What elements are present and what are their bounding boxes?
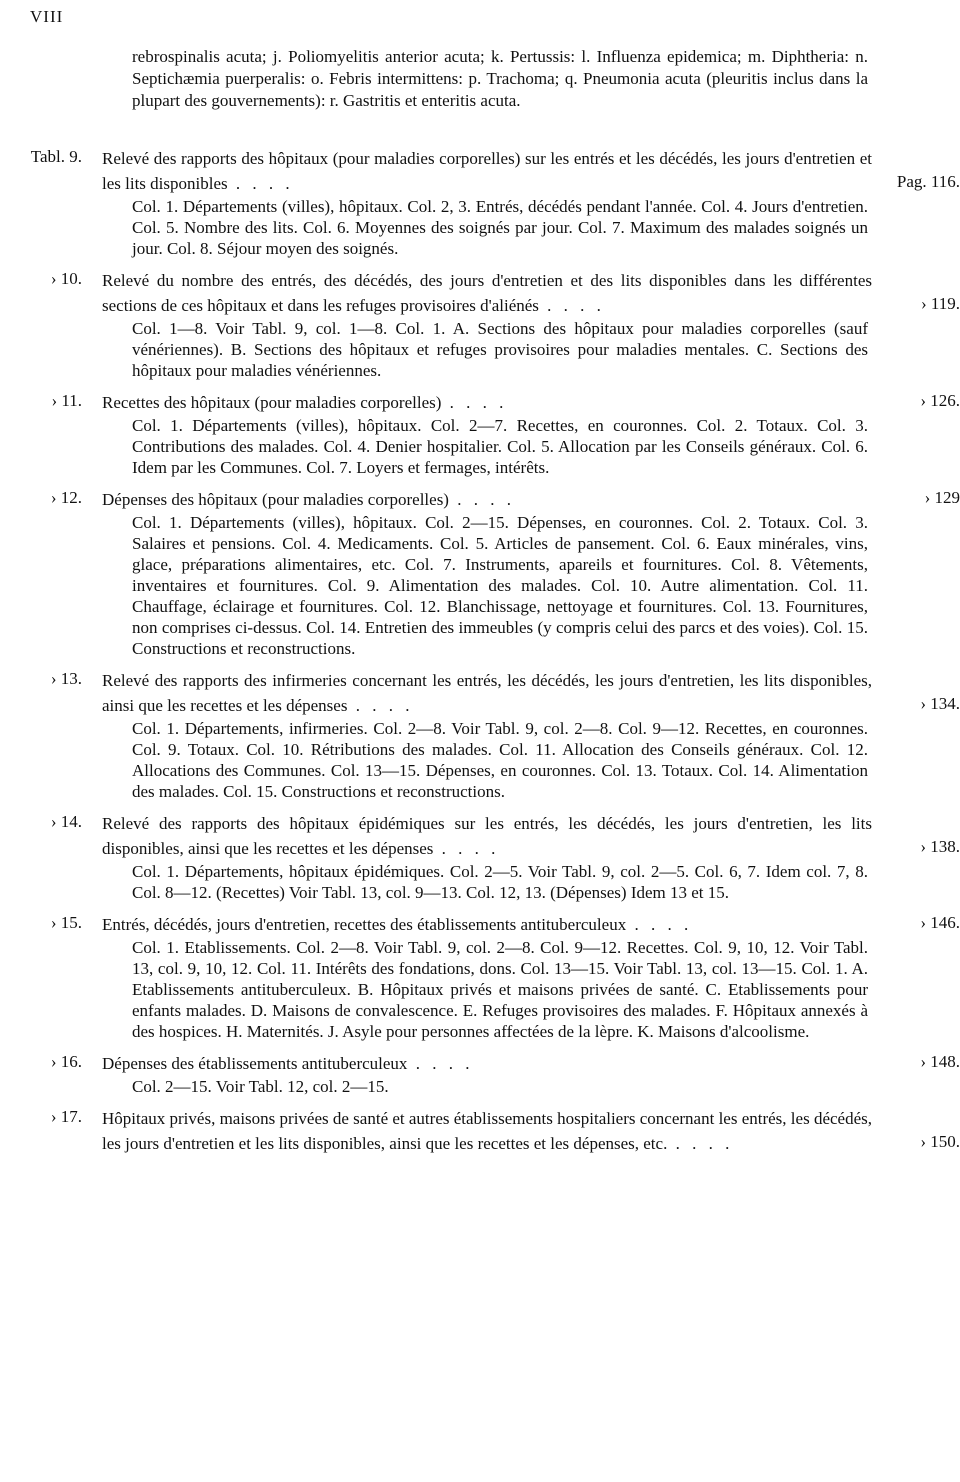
column-description: Col. 1. Départements (villes), hôpitaux. Col. 2, 3. Entrés, décédés pendant l'année. Col. 4. Jours d'entretien. Col. 5. Nombre des lits. Col. 6. Moyennes des soignés par jour. Col. 7. Maximum des malades soignés un jour. Col. 8. Séjour moyen des soignés. [132, 197, 868, 258]
column-description: Col. 1. Départements (villes), hôpitaux. Col. 2—7. Recettes, en couronnes. Col. 2. Totaux. Col. 3. Contributions des malades. Col. 4. Denier hospitalier. Col. 5. Allocation par les Conseils généraux. Col. 6. Idem par les Communes. Col. 7. Loyers et fermages, intérêts. [132, 416, 868, 477]
page-reference: › 134. [920, 694, 960, 713]
page-reference: › 148. [920, 1052, 960, 1071]
table-entry [0, 1051, 960, 1097]
table-title [102, 912, 872, 937]
page-reference: Pag. 116. [896, 172, 960, 191]
leader-dots: . . . . [538, 296, 605, 315]
table-entry [0, 912, 960, 1042]
table-title-text: Recettes des hôpitaux (pour maladies corporelles) [102, 393, 442, 412]
table-title-text: Entrés, décédés, jours d'entretien, recettes des établissements antituberculeux [102, 915, 627, 934]
table-title [102, 268, 872, 318]
page-reference: › 119. [920, 294, 960, 313]
table-title-text: Hôpitaux privés, maisons privées de santé et autres établissements hospitaliers concernant les entrés, les décédés, les jours d'entretien et les lits disponibles, ainsi que les recettes et les dépenses, etc. [102, 1109, 872, 1153]
leader-dots: . . . . [407, 1054, 474, 1073]
table-entry [0, 268, 960, 381]
column-description: Col. 2—15. Voir Tabl. 12, col. 2—15. [132, 1077, 389, 1096]
table-number: › 11. [51, 391, 82, 410]
table-number: › 12. [50, 488, 82, 507]
leader-dots: . . . . [626, 915, 693, 934]
table-number: › 14. [50, 812, 82, 831]
table-entry [0, 811, 960, 903]
table-list [0, 146, 960, 1165]
table-entry [0, 1106, 960, 1156]
table-title-text: Dépenses des hôpitaux (pour maladies corporelles) [102, 490, 449, 509]
page-reference: › 126. [920, 391, 960, 410]
column-description: Col. 1. Départements, infirmeries. Col. 2—8. Voir Tabl. 9, col. 2—8. Col. 9—12. Recettes, en couronnes. Col. 9. Totaux. Col. 10. Rétributions des malades. Col. 11. Allocation des Conseils généraux. Col. 12. Allocations des Communes. Col. 13—15. Dépenses, en couronnes. Col. 13. Totaux. Col. 14. Alimentation des malades. Col. 15. Constructions et reconstructions. [132, 719, 868, 801]
column-description: Col. 1. Départements (villes), hôpitaux. Col. 2—15. Dépenses, en couronnes. Col. 2. Totaux. Col. 3. Salaires et pensions. Col. 4. Medicaments. Col. 5. Articles de pansement. Col. 6. Eaux minérales, vins, glace, préparations alimentaires, etc. Col. 7. Instruments, apareils et fournitures. Col. 8. Vêtements, inventaires et fournitures. Col. 9. Alimentation des malades. Col. 10. Autre alimentation. Col. 11. Chauffage, éclairage et fournitures. Col. 12. Blanchissage, nettoyage et fournitures. Col. 13. Fournitures, non comprises ci-dessus. Col. 14. Entretien des immeubles (y compris celui des parcs et des voies). Col. 15. Constructions et reconstructions. [132, 513, 868, 658]
table-title [102, 1106, 872, 1156]
table-number: › 15. [50, 913, 82, 932]
table-number: Tabl. 9. [30, 147, 82, 166]
table-title-text: Relevé des rapports des infirmeries concernant les entrés, les décédés, les jours d'entretien, les lits disponibles, ainsi que les recettes et les dépenses [102, 671, 872, 715]
table-title [102, 811, 872, 861]
table-title [102, 668, 872, 718]
table-title-text: Dépenses des établissements antituberculeux [102, 1054, 408, 1073]
table-entry [0, 146, 960, 259]
column-description: Col. 1—8. Voir Tabl. 9, col. 1—8. Col. 1. A. Sections des hôpitaux pour maladies corporelles (sauf vénériennes). B. Sections des hôpitaux et refuges provisoires pour maladies mentales. C. Sections des hôpitaux pour maladies vénériennes. [132, 319, 868, 380]
table-title-text: Relevé des rapports des hôpitaux (pour maladies corporelles) sur les entrés et les décédés, les jours d'entretien et les lits disponibles [102, 149, 872, 193]
page-reference: › 146. [920, 913, 960, 932]
leader-dots: . . . . [448, 490, 515, 509]
page-reference: › 138. [920, 837, 960, 856]
page-reference: › 150. [920, 1132, 960, 1151]
leader-dots: . . . . [441, 393, 508, 412]
table-entry [0, 668, 960, 802]
table-title [102, 487, 872, 512]
leader-dots: . . . . [227, 174, 294, 193]
column-description: Col. 1. Départements, hôpitaux épidémiques. Col. 2—5. Voir Tabl. 9, col. 2—5. Col. 6, 7. Idem col. 7, 8. Col. 8—12. (Recettes) Voir Tabl. 13, col. 9—13. Col. 12, 13. (Dépenses) Idem 13 et 15. [132, 862, 868, 902]
column-description: Col. 1. Etablissements. Col. 2—8. Voir Tabl. 9, col. 2—8. Col. 9—12. Recettes. Col. 9, 10, 12. Voir Tabl. 13, col. 9, 10, 12. Col. 11. Intérêts des fondations, dons. Col. 13—15. Voir Tabl. 13, col. 13—15. Col. 1. A. Etablissements antituberculeux. B. Hôpitaux privés et maisons privées de santé. C. Etablissements pour enfants malades. D. Maisons de convalescence. E. Refuges provisoires des malades. F. Hôpitaux annexés à des hospices. H. Maternités. J. Asyle pour personnes affectées de la lèpre. K. Maisons d'alcoolisme. [132, 938, 868, 1041]
table-number: › 10. [50, 269, 82, 288]
leader-dots: . . . . [667, 1134, 734, 1153]
table-title-text: Relevé des rapports des hôpitaux épidémiques sur les entrés, les décédés, les jours d'entretien, les lits disponibles, ainsi que les recettes et les dépenses [102, 814, 872, 858]
table-title [102, 1051, 872, 1076]
table-entry [0, 390, 960, 478]
table-title [102, 390, 872, 415]
table-entry [0, 487, 960, 659]
table-number: › 16. [50, 1052, 82, 1071]
table-title-text: Relevé du nombre des entrés, des décédés, des jours d'entretien et des lits disponibles dans les différentes sections de ces hôpitaux et dans les refuges provisoires d'aliénés [102, 271, 872, 315]
page-reference: › 129 [924, 488, 960, 507]
intro-paragraph: rebrospinalis acuta; j. Poliomyelitis anterior acuta; k. Pertussis: l. Influenza epidemica; m. Diphtheria: n. Septichæmia puerperalis: o. Febris intermittens: p. Trachoma; q. Pneumonia acuta (pleuritis inclus dans la plupart des gouvernements): r. Gastritis et enteritis acuta. [132, 47, 868, 110]
page-number: VIII [30, 7, 64, 26]
leader-dots: . . . . [433, 839, 500, 858]
leader-dots: . . . . [347, 696, 414, 715]
table-number: › 13. [50, 669, 82, 688]
table-title [102, 146, 872, 196]
table-number: › 17. [50, 1107, 82, 1126]
